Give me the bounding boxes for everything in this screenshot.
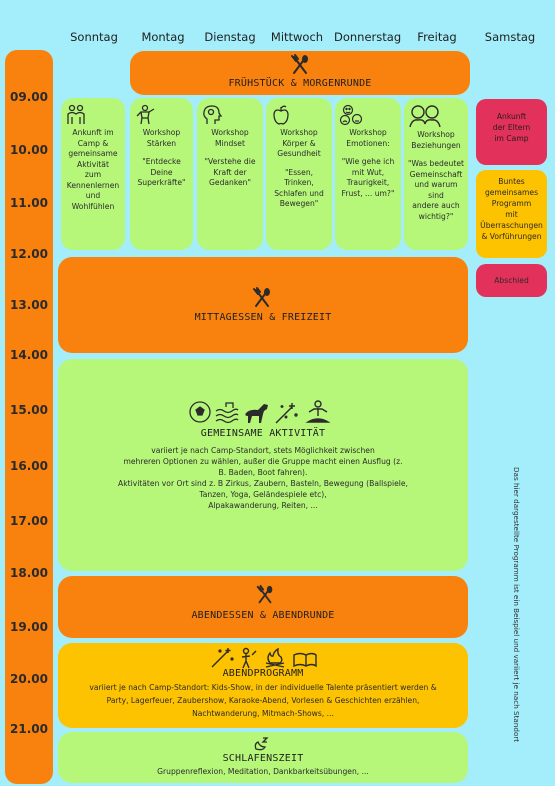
evening-block (58, 643, 468, 728)
fork-knife-icon (254, 584, 276, 606)
program-line: Buntes (498, 177, 525, 186)
workshop-quote-line: "Essen, (284, 167, 314, 177)
evening-title: ABENDPROGRAMM (222, 668, 304, 679)
time-label: 18.00 (10, 566, 48, 580)
workshop-title-line: Wohlfühlen (71, 201, 115, 211)
program-line: Überraschungen (480, 221, 543, 230)
saturday-farewell (476, 264, 547, 297)
day-header-mittwoch: Mittwoch (270, 30, 324, 44)
workshop-title-line: Emotionen: (346, 138, 390, 148)
workshop-title-line: Workshop (417, 130, 455, 139)
magic-wand-icon (212, 648, 233, 667)
workshop-title-line: Körper & (282, 138, 316, 148)
fork-knife-icon (250, 286, 274, 310)
workshop-title-line: Mindset (215, 138, 245, 148)
swimming-icon (216, 403, 238, 423)
evening-icons (208, 647, 318, 669)
time-label: 19.00 (10, 620, 48, 634)
workshop-quote-line: "Was bedeutet (408, 159, 464, 168)
saturday-parents-arrival (476, 99, 547, 165)
workshop-title-line: Workshop (211, 128, 249, 137)
emotions-icon (339, 104, 397, 126)
breakfast-block (130, 51, 470, 95)
activity-block (58, 359, 468, 571)
workshop-title-line: zum (84, 170, 102, 179)
football-icon (190, 402, 210, 422)
sleep-title: SCHLAFENSZEIT (222, 753, 304, 764)
time-label: 17.00 (10, 514, 48, 528)
workshop-card-freitag (404, 98, 468, 250)
parents-line: im Camp (494, 134, 529, 143)
day-header-samstag: Samstag (484, 30, 536, 44)
head-icon (201, 104, 259, 126)
workshop-card-dienstag (197, 98, 263, 250)
time-label: 14.00 (10, 348, 48, 362)
workshop-card-mittwoch (266, 98, 332, 250)
program-line: mit (505, 210, 518, 219)
superhero-icon (134, 104, 189, 126)
book-icon (294, 654, 316, 667)
evening-text-line: variiert je nach Camp-Standort: Kids-Show, in der individuelle Talente präsentiert werden & (89, 683, 437, 692)
program-line: gemeinsames (484, 188, 539, 197)
workshop-title-line: Beziehungen (411, 140, 461, 150)
activity-text-line: B. Baden, Boot fahren). (218, 468, 308, 477)
workshop-quote-line: andere auch (412, 201, 460, 210)
activity-text-line: mehreren Optionen zu wählen, außer die Gruppe macht einen Ausflug (z. (123, 457, 403, 466)
dinner-block (58, 576, 468, 638)
workshop-quote-line: Superkräfte" (137, 178, 186, 187)
workshop-quote-line: "Verstehe die (204, 157, 256, 166)
workshop-card-montag (130, 98, 193, 250)
saturday-program (476, 170, 547, 258)
sleep-icon (252, 735, 272, 753)
time-label: 09.00 (10, 90, 48, 104)
singer-icon (242, 649, 256, 669)
day-header-montag: Montag (141, 30, 185, 44)
day-header-donnerstag: Donnerstag (334, 30, 402, 44)
workshop-quote-line: Kraft der (213, 167, 247, 177)
program-line: & Vorführungen (481, 232, 542, 241)
time-label: 20.00 (10, 672, 48, 686)
sleep-text: Gruppenreflexion, Meditation, Dankbarkeitsübungen, ... (157, 767, 369, 776)
workshop-title-line: Ankunft im (72, 128, 114, 137)
time-label: 11.00 (10, 196, 48, 210)
workshop-title-line: Workshop (280, 128, 318, 137)
workshop-quote-line: sind (428, 190, 444, 200)
day-header-freitag: Freitag (417, 30, 457, 44)
workshop-title-line: Stärken (146, 138, 177, 148)
time-label: 21.00 (10, 722, 48, 736)
workshop-quote-line: "Wie gehe ich (341, 157, 395, 166)
activity-text-line: variiert je nach Camp-Standort, stets Möglichkeit zwischen (151, 446, 375, 455)
side-note: Das hier dargestellte Programm ist ein Beispiel und variiert je nach Standort (512, 467, 521, 743)
workshop-card-sonntag (61, 98, 125, 250)
workshop-title-line: und (85, 191, 101, 200)
activity-title: GEMEINSAME AKTIVITÄT (200, 428, 326, 439)
workshop-quote-line: Deine (150, 167, 173, 177)
people-icon (65, 104, 121, 126)
workshop-title-line: gemeinsame (68, 149, 118, 158)
fork-knife-icon (288, 53, 312, 77)
workshop-title-line: Camp & (77, 138, 109, 148)
workshop-quote-line: mit Wut, (351, 167, 385, 177)
workshop-quote-line: "Entdecke (142, 157, 181, 166)
activity-icons (188, 399, 338, 425)
lunch-block (58, 257, 468, 353)
workshop-quote-line: wichtig?" (418, 211, 454, 221)
evening-text-line: Nachtwanderung, Mitmach-Shows, ... (192, 709, 334, 718)
day-header-dienstag: Dienstag (204, 30, 256, 44)
workshop-quote-line: Gemeinschaft (409, 169, 463, 179)
workshop-quote-line: Frust, ... um?" (341, 188, 395, 198)
workshop-title-line: Kennenlernen (66, 180, 120, 190)
lunch-title: MITTAGESSEN & FREIZEIT (194, 312, 332, 323)
workshop-card-donnerstag (335, 98, 401, 250)
workshop-title-line: Gesundheit (277, 149, 321, 158)
time-label: 13.00 (10, 298, 48, 312)
workshop-quote-line: Bewegen" (279, 199, 319, 208)
day-header-sonntag: Sonntag (70, 30, 118, 44)
evening-text-line: Party, Lagerfeuer, Zaubershow, Karaoke-Abend, Vorlesen & Geschichten erzählen, (106, 696, 420, 705)
workshop-quote-line: Schlafen und (274, 188, 324, 198)
workshop-quote-line: Gedanken" (209, 178, 251, 187)
activity-text-line: Alpakawanderung, Reiten, ... (208, 501, 318, 510)
time-label: 10.00 (10, 143, 48, 157)
apple-icon (270, 104, 328, 126)
sleep-block (58, 732, 468, 783)
farewell-label: Abschied (494, 276, 529, 285)
activity-text-line: Aktivitäten vor Ort sind z. B Zirkus, Zaubern, Basteln, Bewegung (Ballspiele, (118, 479, 408, 488)
time-label: 16.00 (10, 459, 48, 473)
workshop-quote-line: Trinken, (284, 178, 314, 187)
parents-line: Ankunft (496, 112, 527, 121)
workshop-quote-line: Traurigkeit, (346, 178, 390, 187)
dinner-title: ABENDESSEN & ABENDRUNDE (191, 610, 335, 621)
magic-wand-icon (276, 403, 297, 423)
time-label: 15.00 (10, 403, 48, 417)
workshop-title-line: Aktivität (77, 159, 109, 169)
time-label: 12.00 (10, 247, 48, 261)
yoga-icon (308, 401, 328, 422)
breakfast-title: FRÜHSTÜCK & MORGENRUNDE (228, 78, 372, 89)
parents-line: der Eltern (492, 123, 531, 132)
campfire-icon (266, 649, 284, 667)
relationship-icon (408, 104, 464, 128)
activity-text-line: Tanzen, Yoga, Geländespiele etc), (199, 490, 327, 499)
program-line: Programm (491, 199, 532, 208)
workshop-title-line: Workshop (142, 128, 181, 137)
workshop-quote-line: und warum (414, 180, 458, 189)
horse-icon (245, 404, 268, 423)
workshop-title-line: Workshop (349, 128, 387, 137)
